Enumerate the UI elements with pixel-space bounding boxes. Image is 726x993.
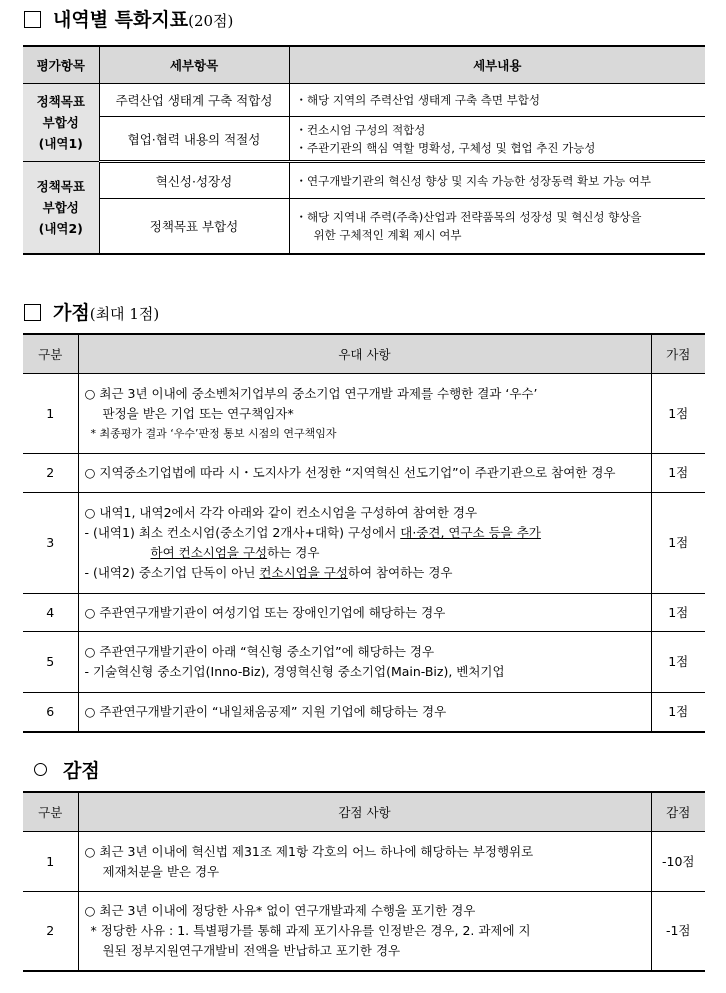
detail-item: 정책목표 부합성 (99, 199, 289, 254)
checkbox-square-icon (24, 304, 41, 321)
table-row: 1 ○ 최근 3년 이내에 혁신법 제31조 제1항 각호의 어느 하나에 해당하는 부정행위로 제재처분을 받은 경우 -10점 (23, 832, 705, 892)
header-penalty: 감점 사항 (78, 792, 651, 832)
detail-item: 혁신성·성장성 (99, 162, 289, 199)
header-no: 구분 (23, 792, 78, 832)
checkbox-square-icon (24, 11, 41, 28)
table-row: 2 ○ 지역중소기업법에 따라 시・도지사가 선정한 “지역혁신 선도기업”이 주관기관으로 참여한 경우 1점 (23, 454, 705, 493)
detail-content: ・해당 지역내 주력(주축)산업과 전략품목의 성장성 및 혁신성 향상을 위한 구체적인 계획 제시 여부 (289, 199, 705, 254)
category-cell: 정책목표 부합성 (내역1) (23, 84, 99, 162)
category-cell: 정책목표 부합성 (내역2) (23, 162, 99, 254)
table-row: 4 ○ 주관연구개발기관이 여성기업 또는 장애인기업에 해당하는 경우 1점 (23, 594, 705, 632)
section1-heading (22, 8, 233, 33)
section2-title: 가점 (53, 302, 90, 324)
section2-heading (22, 301, 159, 326)
section3-heading (22, 759, 100, 783)
table-row: 3 ○ 내역1, 내역2에서 각각 아래와 같이 컨소시엄을 구성하여 참여한 경우 - (내역1) 최소 컨소시엄(중소기업 2개사+대학) 구성에서 대·중견, 연구소 등을 추가 하여 컨소시엄을 구성하는 경우 - (내역2) 중소기업 단독이 아닌 컨소시엄을 구성하여 참여하는 경우 1점 (23, 493, 705, 594)
header-no: 구분 (23, 334, 78, 374)
header-preference: 우대 사항 (78, 334, 651, 374)
detail-item: 협업·협력 내용의 적절성 (99, 117, 289, 162)
header-detail-content: 세부내용 (289, 46, 705, 84)
detail-item: 주력산업 생태계 구축 적합성 (99, 84, 289, 117)
section1-title-small: (20점) (188, 12, 234, 30)
section1-title: 내역별 특화지표 (53, 9, 189, 31)
table-row: 1 ○ 최근 3년 이내에 중소벤처기업부의 중소기업 연구개발 과제를 수행한 결과 ‘우수’ 판정을 받은 기업 또는 연구책임자* * 최종평가 결과 ‘우수’판정 통보 시점의 연구책임자 1점 (23, 374, 705, 454)
detail-content: ・컨소시엄 구성의 적합성 ・주관기관의 핵심 역할 명확성, 구체성 및 협업 추진 가능성 (289, 117, 705, 162)
header-eval-item: 평가항목 (23, 46, 99, 84)
header-detail-item: 세부항목 (99, 46, 289, 84)
specialized-indicator-table (23, 45, 705, 255)
table-row: 2 ○ 최근 3년 이내에 정당한 사유* 없이 연구개발과제 수행을 포기한 경우 * 정당한 사유 : 1. 특별평가를 통해 과제 포기사유를 인정받은 경우, 2. 과제에 지 원된 정부지원연구개발비 전액을 반납하고 포기한 경우 -1점 (23, 892, 705, 971)
detail-content: ・해당 지역의 주력산업 생태계 구축 측면 부합성 (289, 84, 705, 117)
header-deduction: 감점 (651, 792, 705, 832)
section3-title: 감점 (63, 760, 100, 782)
bonus-points-table (23, 333, 705, 733)
section2-title-small: (최대 1점) (89, 305, 160, 323)
table-row: 5 ○ 주관연구개발기관이 아래 “혁신형 중소기업”에 해당하는 경우 - 기술혁신형 중소기업(Inno-Biz), 경영혁신형 중소기업(Main-Biz), 벤처기업 1점 (23, 632, 705, 693)
penalty-points-table (23, 791, 705, 972)
header-bonus: 가점 (651, 334, 705, 374)
circle-bullet-icon (34, 763, 47, 776)
table-row: 6 ○ 주관연구개발기관이 “내일채움공제” 지원 기업에 해당하는 경우 1점 (23, 693, 705, 732)
detail-content: ・연구개발기관의 혁신성 향상 및 지속 가능한 성장동력 확보 가능 여부 (289, 162, 705, 199)
